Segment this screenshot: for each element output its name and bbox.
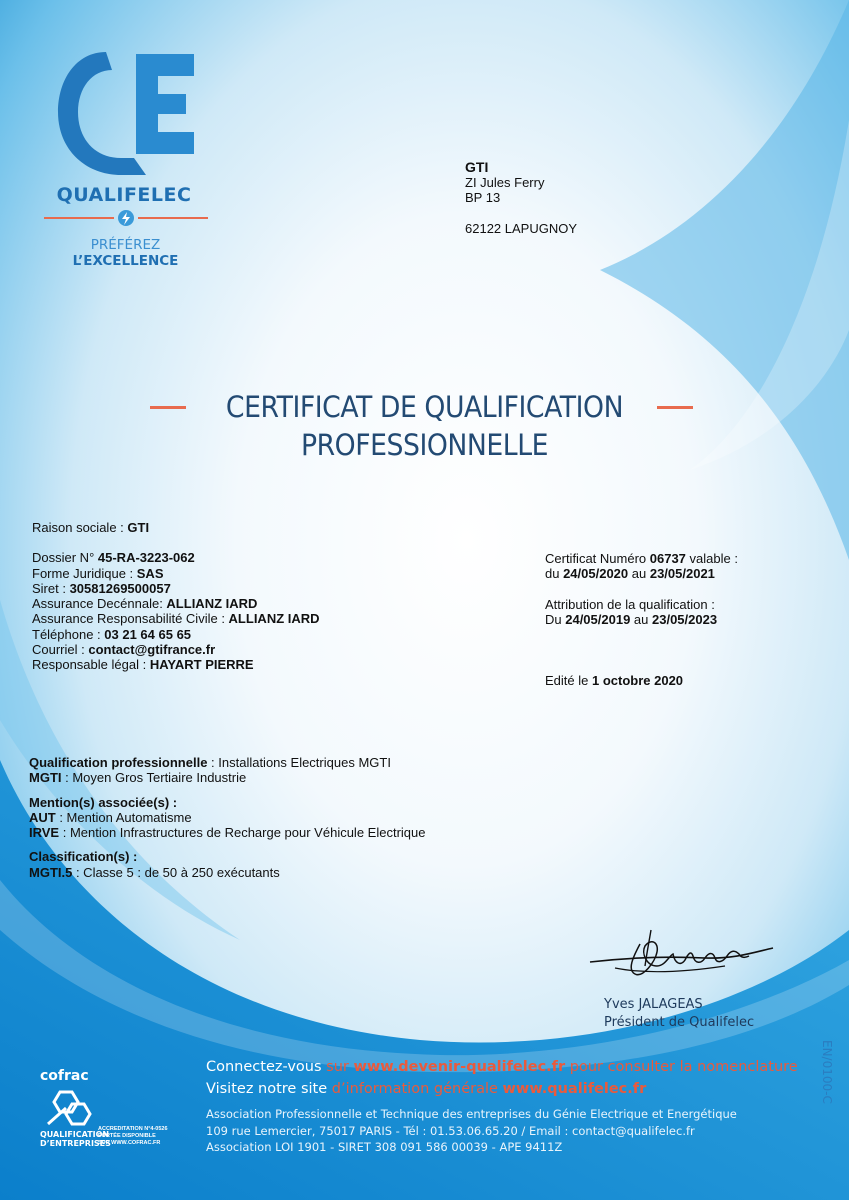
assurance-decennale: Assurance Decénnale: ALLIANZ IARD [32, 596, 258, 612]
footer-line-1: Connectez-vous sur www.devenir-qualifelec.fr pour consulter la nomenclature [206, 1059, 798, 1075]
classification-value: MGTI.5 : Classe 5 : de 50 à 250 exécutants [29, 864, 280, 880]
telephone: Téléphone : 03 21 64 65 65 [32, 626, 192, 642]
certificate-details [545, 551, 738, 688]
footer-line-5: Association LOI 1901 - SIRET 308 091 586 00039 - APE 9411Z [206, 1140, 563, 1154]
signatory-name: Yves JALAGEAS [604, 997, 703, 1012]
footer-line-3: Association Professionnelle et Technique des entreprises du Génie Electrique et Energétique [206, 1107, 737, 1121]
company-details [32, 520, 320, 673]
qualification-section [29, 755, 425, 880]
edit-date: Edité le 1 octobre 2020 [545, 673, 684, 689]
dossier-number: Dossier N° 45-RA-3223-062 [32, 550, 195, 566]
cofrac-logo: cofrac QUALIFICATION D’ENTREPRISES ACCREDITATION N°4-0526 PORTÉE DISPONIBLE SUR WWW.COFRAC.FR [40, 1068, 168, 1148]
devenir-qualifelec-link[interactable]: www.devenir-qualifelec.fr [353, 1059, 566, 1075]
footer-association [206, 1106, 737, 1156]
qualification-professionnelle: Qualification professionnelle : Installations Electriques MGTI [29, 755, 391, 770]
address-line: 62122 LAPUGNOY [465, 221, 578, 236]
page-title: CERTIFICAT DE QUALIFICATION PROFESSIONNELLE [225, 390, 624, 462]
address-name: GTI [465, 159, 489, 175]
forme-juridique: Forme Juridique : SAS [32, 565, 164, 581]
brand-slogan: PRÉFÉREZ L’EXCELLENCE [72, 237, 179, 269]
signatory [604, 996, 754, 1032]
address-line: ZI Jules Ferry [465, 175, 545, 190]
attribution-label: Attribution de la qualification : [545, 596, 715, 612]
recipient-address [465, 160, 577, 236]
mgti-definition: MGTI : Moyen Gros Tertiaire Industrie [29, 770, 247, 786]
address-line: BP 13 [465, 190, 501, 205]
qualifelec-link[interactable]: www.qualifelec.fr [502, 1081, 647, 1097]
certificate-number: Certificat Numéro 06737 valable : [545, 551, 738, 566]
classification-title: Classification(s) : [29, 849, 138, 865]
cofrac-acc3: SUR WWW.COFRAC.FR [98, 1140, 161, 1146]
responsable-legal: Responsable légal : HAYART PIERRE [32, 657, 254, 673]
cofrac-acc1: ACCREDITATION N°4-0526 [98, 1126, 168, 1132]
cofrac-q1: QUALIFICATION [40, 1130, 110, 1139]
signatory-role: Président de Qualifelec [604, 1015, 755, 1030]
footer-line-2: Visitez notre site d’information générale www.qualifelec.fr [206, 1081, 647, 1097]
footer-links [206, 1056, 798, 1100]
cofrac-q2: D’ENTREPRISES [40, 1139, 111, 1148]
attribution-period: Du 24/05/2019 au 23/05/2023 [545, 611, 718, 627]
raison-sociale: Raison sociale : GTI [32, 520, 150, 535]
validity-period: du 24/05/2020 au 23/05/2021 [545, 566, 715, 582]
document-code: EN/0100-C [820, 1040, 834, 1104]
mention-irve: IRVE : Mention Infrastructures de Recharge pour Véhicule Electrique [29, 825, 426, 841]
assurance-rc: Assurance Responsabilité Civile : ALLIANZ IARD [32, 611, 320, 627]
mention-aut: AUT : Mention Automatisme [29, 809, 192, 825]
cofrac-hexagon-icon [46, 1088, 92, 1128]
footer-line-4: 109 rue Lemercier, 75017 PARIS - Tél : 01.53.06.65.20 / Email : contact@qualifelec.fr [206, 1123, 695, 1138]
signature-image [585, 922, 780, 992]
email: Courriel : contact@gtifrance.fr [32, 642, 216, 658]
siret: Siret : 30581269500057 [32, 580, 171, 596]
qualifelec-logo [36, 40, 216, 260]
brand-name: QUALIFELEC [56, 184, 192, 206]
cofrac-acc2: PORTÉE DISPONIBLE [98, 1133, 156, 1139]
mentions-title: Mention(s) associée(s) : [29, 794, 178, 810]
